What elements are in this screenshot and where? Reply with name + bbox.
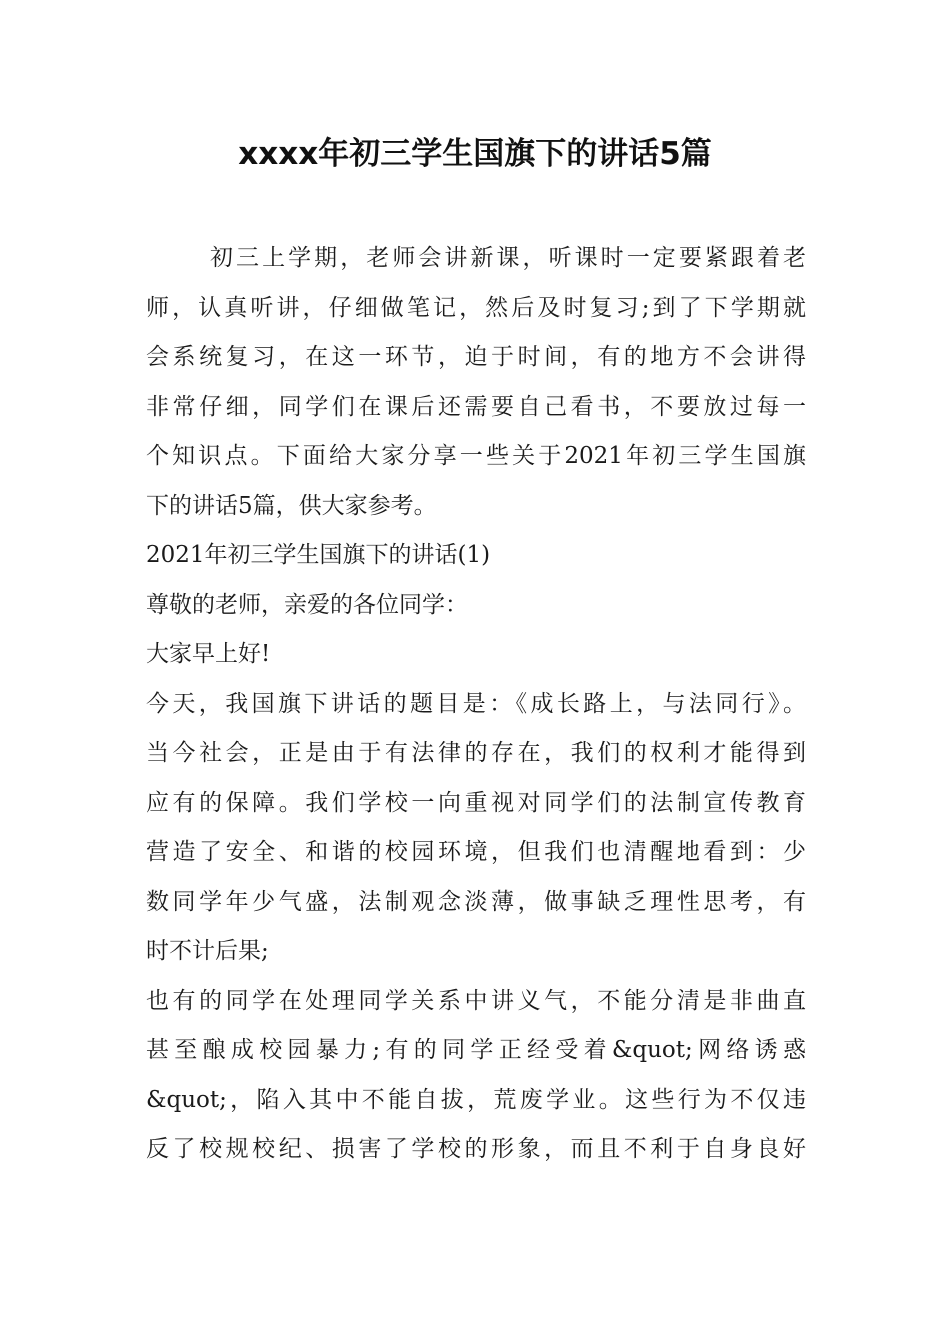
text-line: 应有的保障。我们学校一向重视对同学们的法制宣传教育 bbox=[146, 789, 806, 816]
text-line: 今天，我国旗下讲话的题目是：《成长路上，与法同行》。 bbox=[146, 690, 806, 717]
text-line: 也有的同学在处理同学关系中讲义气，不能分清是非曲直 bbox=[146, 987, 806, 1014]
document-body bbox=[146, 234, 806, 1175]
text-line: 2021年初三学生国旗下的讲话(1) bbox=[146, 542, 491, 568]
text-line: 数同学年少气盛，法制观念淡薄，做事缺乏理性思考，有 bbox=[146, 888, 806, 915]
text-line: &quot;，陷入其中不能自拔，荒废学业。这些行为不仅违 bbox=[146, 1086, 806, 1113]
text-line: 反了校规校纪、损害了学校的形象，而且不利于自身良好 bbox=[146, 1136, 806, 1162]
text-line: 非常仔细，同学们在课后还需要自己看书，不要放过每一 bbox=[146, 393, 806, 420]
text-line: 师，认真听讲，仔细做笔记，然后及时复习;到了下学期就 bbox=[146, 294, 806, 321]
text-line: 个知识点。下面给大家分享一些关于2021年初三学生国旗 bbox=[146, 443, 806, 469]
text-line: 尊敬的老师，亲爱的各位同学： bbox=[146, 591, 468, 618]
text-line: 下的讲话5篇，供大家参考。 bbox=[146, 492, 437, 519]
text-line: 当今社会，正是由于有法律的存在，我们的权利才能得到 bbox=[146, 740, 806, 766]
text-line: 初三上学期，老师会讲新课，听课时一定要紧跟着老 bbox=[210, 245, 806, 271]
text-line: 时不计后果; bbox=[146, 938, 269, 964]
text-line: 甚至酿成校园暴力;有的同学正经受着&quot;网络诱惑 bbox=[146, 1037, 806, 1063]
document-title: xxxx年初三学生国旗下的讲话5篇 bbox=[238, 136, 712, 172]
text-line: 会系统复习，在这一环节，迫于时间，有的地方不会讲得 bbox=[146, 344, 806, 370]
text-line: 营造了安全、和谐的校园环境，但我们也清醒地看到：少 bbox=[146, 839, 806, 865]
text-line: 大家早上好! bbox=[146, 641, 271, 667]
